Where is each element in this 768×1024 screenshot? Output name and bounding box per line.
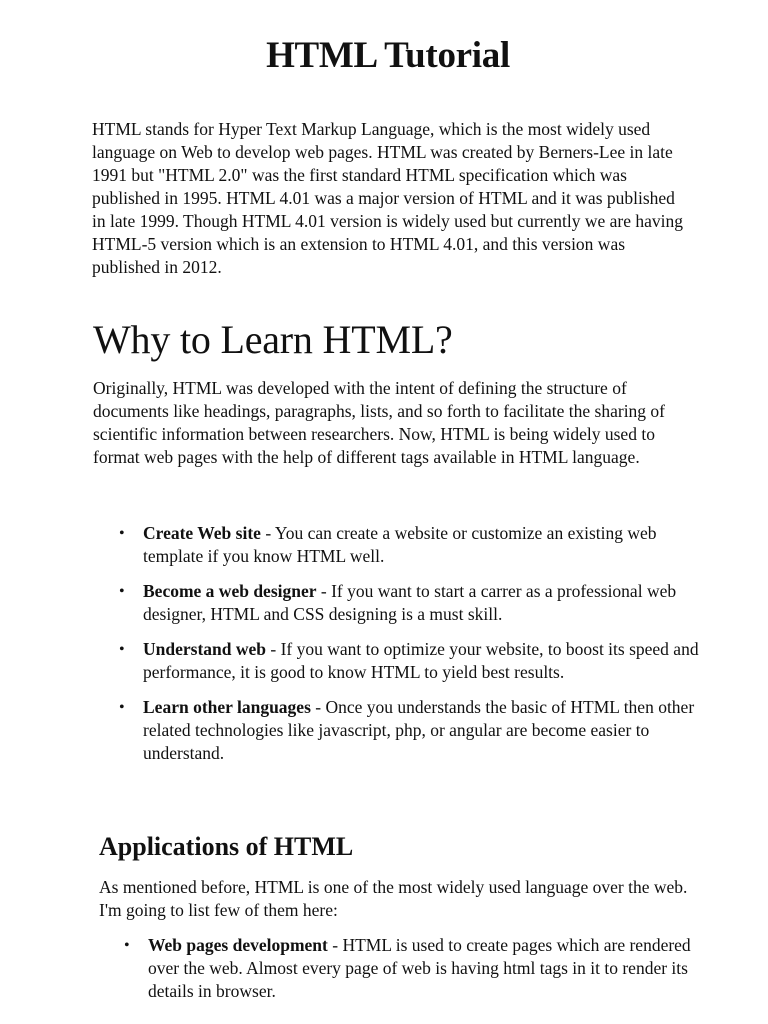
why-learn-paragraph: Originally, HTML was developed with the intent of defining the structure of documents like headings, paragraphs, lists, and so forth to facilitate the sharing of scientific information between researchers. Now, HTML is being widely used to format web pages with the help of different tags available in HTML language. bbox=[93, 378, 666, 467]
list-item bbox=[119, 522, 709, 568]
list-item-term: Learn other languages bbox=[143, 697, 311, 717]
applications-list bbox=[124, 934, 714, 1003]
list-item-term: Become a web designer bbox=[143, 581, 317, 601]
bullet-icon: • bbox=[124, 937, 130, 954]
list-item-term: Web pages development bbox=[148, 935, 328, 955]
bullet-icon: • bbox=[119, 641, 125, 658]
list-item bbox=[119, 580, 709, 626]
list-item bbox=[119, 696, 709, 765]
why-learn-heading: Why to Learn HTML? bbox=[93, 317, 453, 362]
list-item bbox=[119, 638, 709, 684]
list-item-desc: - If you want to start a carrer as a professional web designer, HTML and CSS designing is a must skill. bbox=[143, 581, 677, 624]
applications-paragraph: As mentioned before, HTML is one of the most widely used language over the web. I'm going to list few of them here: bbox=[99, 877, 688, 920]
list-item-term: Create Web site bbox=[143, 523, 261, 543]
bullet-icon: • bbox=[119, 699, 125, 716]
list-item-desc: - HTML is used to create pages which are rendered over the web. Almost every page of web is having html tags in it to render its details in browser. bbox=[148, 935, 691, 1001]
list-item-term: Understand web bbox=[143, 639, 267, 659]
applications-heading: Applications of HTML bbox=[99, 832, 354, 861]
page-title: HTML Tutorial bbox=[266, 35, 510, 76]
list-item-desc: - Once you understands the basic of HTML then other related technologies like javascript, php, or angular are become easier to understand. bbox=[143, 697, 695, 763]
intro-paragraph: HTML stands for Hyper Text Markup Language, which is the most widely used language on Web to develop web pages. HTML was created by Berners-Lee in late 1991 but "HTML 2.0" was the first standard HTML specification which was published in 1995. HTML 4.01 was a major version of HTML and it was published in late 1999. Though HTML 4.01 version is widely used but currently we are having HTML-5 version which is an extension to HTML 4.01, and this version was published in 2012. bbox=[92, 119, 683, 277]
why-learn-list bbox=[119, 522, 709, 777]
bullet-icon: • bbox=[119, 525, 125, 542]
list-item-desc: - If you want to optimize your website, to boost its speed and performance, it is good to know HTML to yield best results. bbox=[143, 639, 699, 682]
bullet-icon: • bbox=[119, 583, 125, 600]
list-item-desc: - You can create a website or customize an existing web template if you know HTML well. bbox=[143, 523, 657, 566]
list-item bbox=[124, 934, 714, 1003]
